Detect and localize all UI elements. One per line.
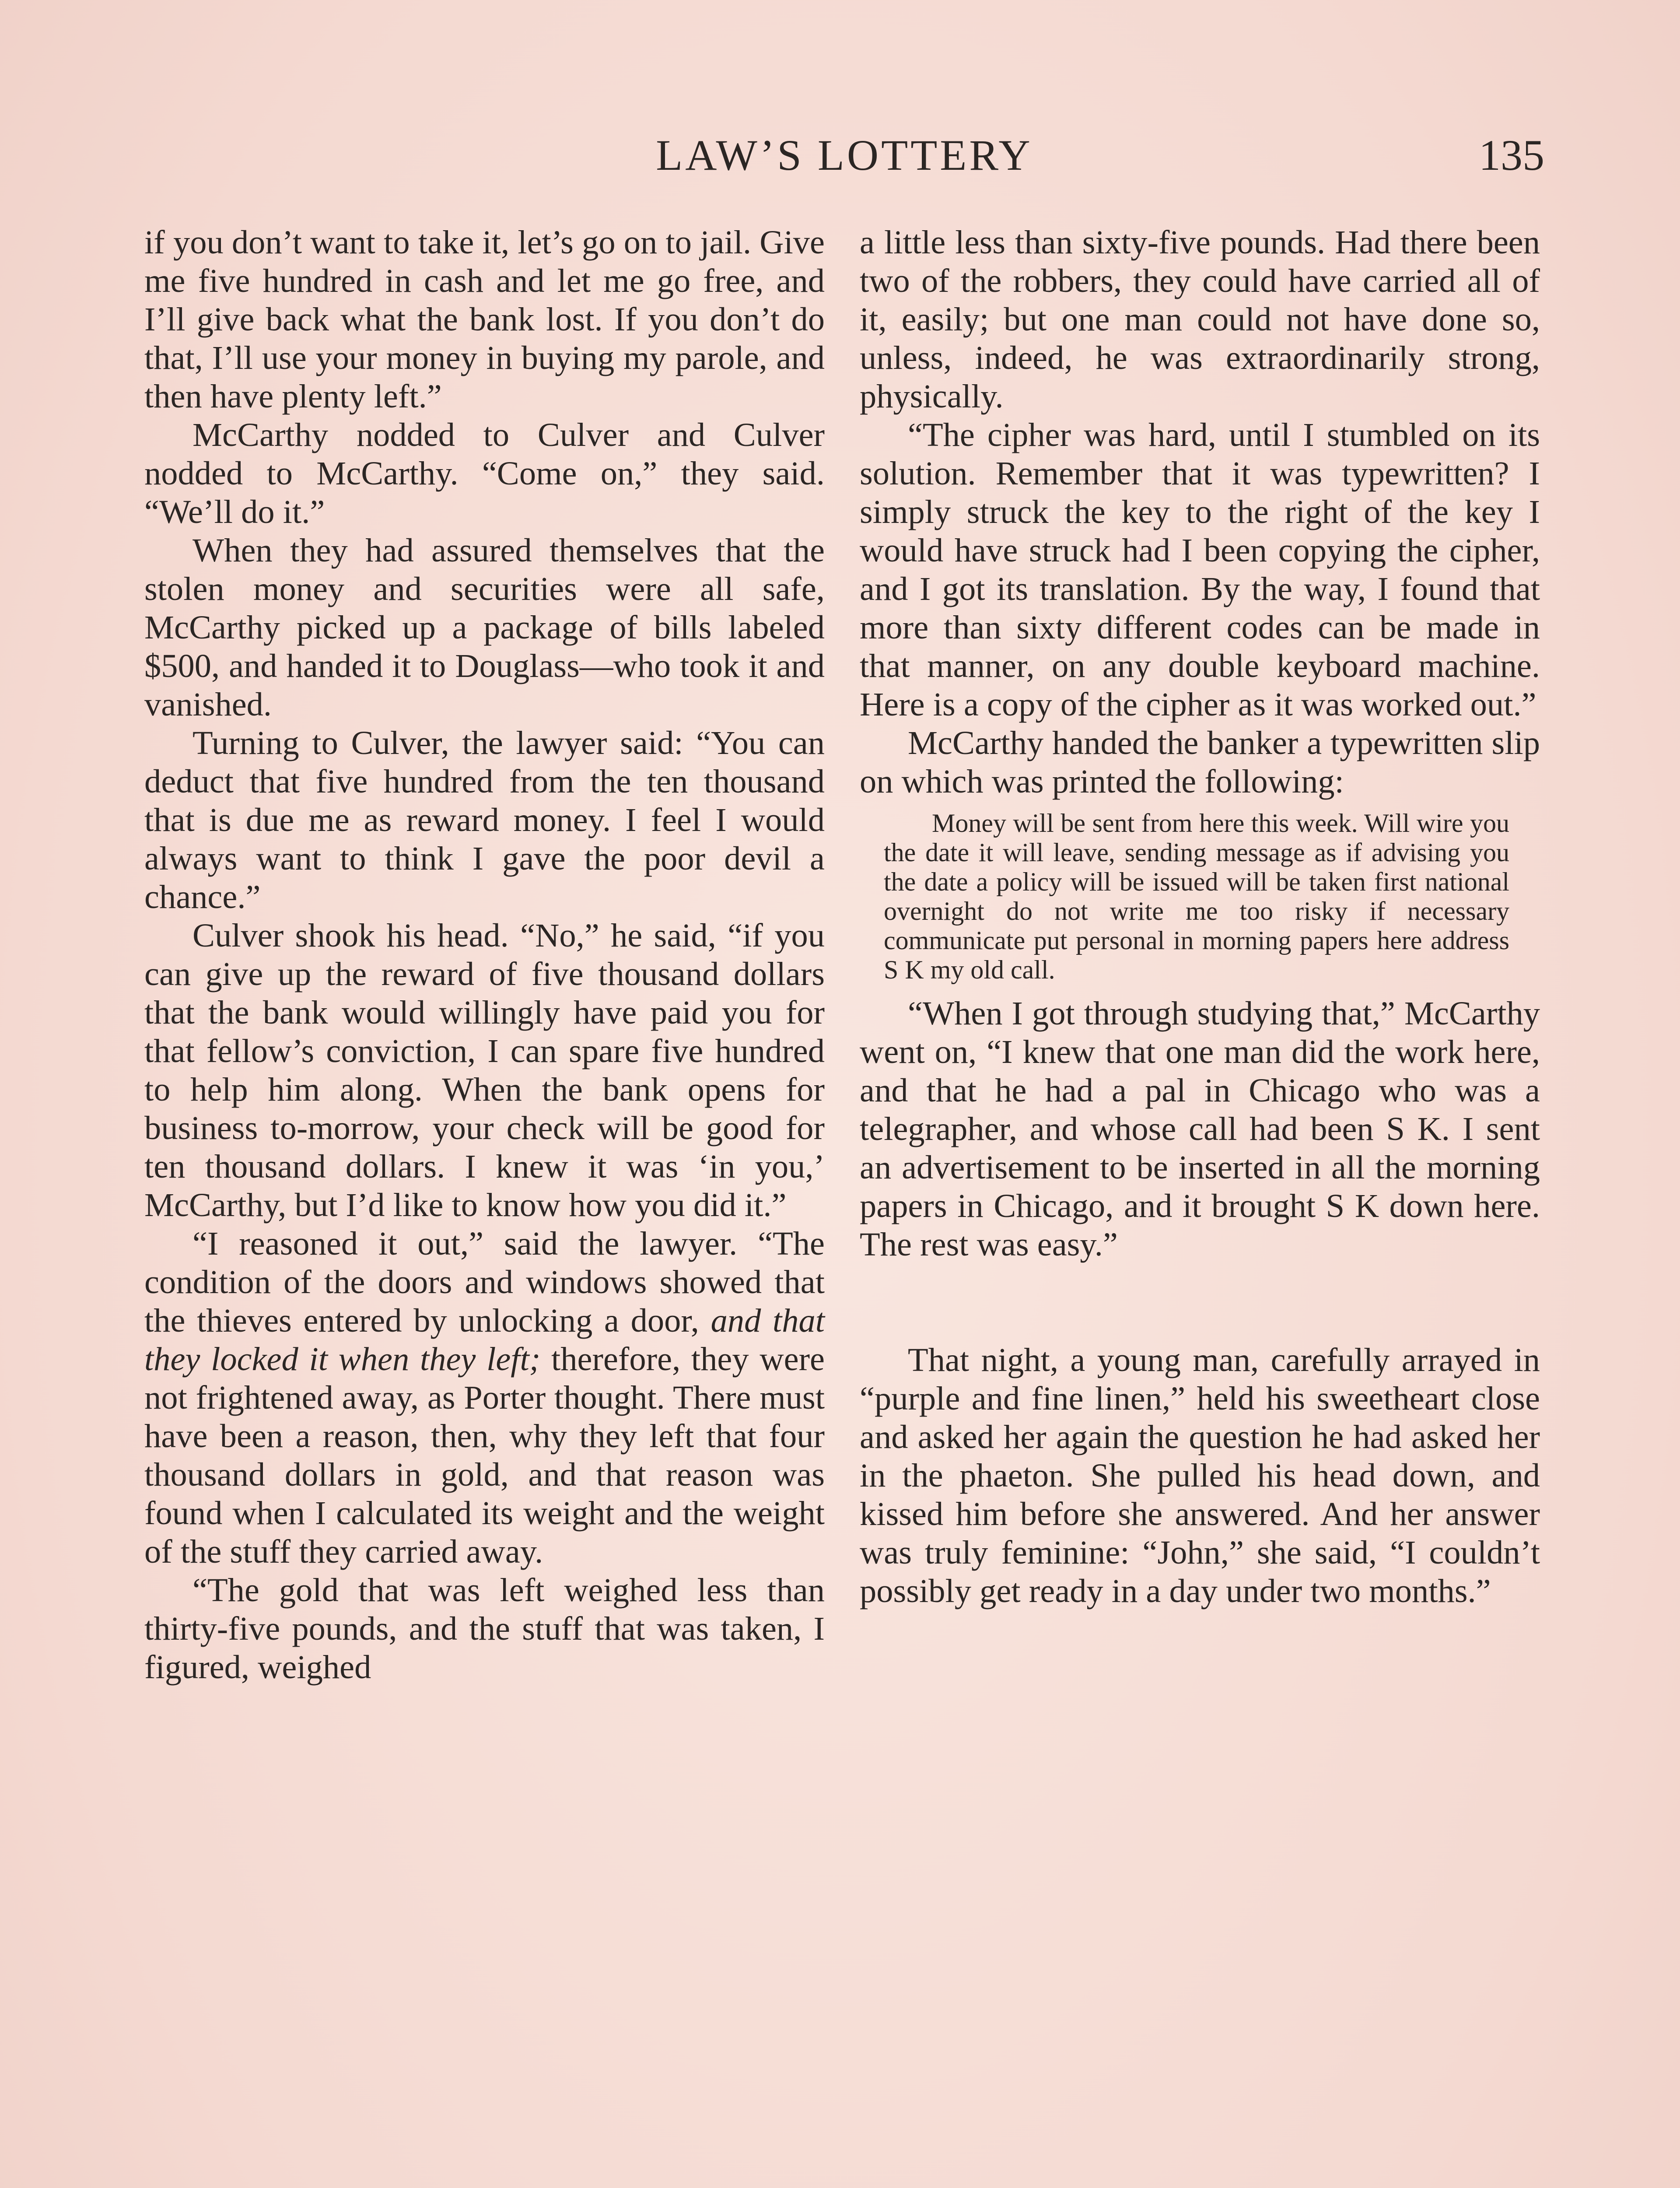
paragraph: Culver shook his head. “No,” he said, “if you can give up the reward of five thousand dollars that the bank would willingly have paid you for that fellow’s conviction, I can spare five hundred to help him along. When the bank opens for business to-morrow, your check will be good for ten thousand dollars. I knew it was ‘in you,’ McCarthy, but I’d like to know how you did it.” [144,917,825,1224]
left-column [144,223,825,1687]
paragraph: “When I got through studying that,” McCarthy went on, “I knew that one man did the work here, and that he had a pal in Chicago who was a telegrapher, and whose call had been S K. I sent an advertisement to be inserted in all the morning papers in Chicago, and it brought S K down here. The rest was easy.” [860,995,1540,1263]
paragraph: “The cipher was hard, until I stumbled on its solution. Remember that it was typewritten? I simply struck the key to the right of the key I would have struck had I been copying the cipher, and I got its translation. By the way, I found that more than sixty different codes can be made in that manner, on any double keyboard machine. Here is a copy of the cipher as it was worked out.” [860,416,1540,723]
paragraph-text: therefore, they were not frightened away, as Porter thought. There must have been a reason, then, why they left that four thousand dollars in gold, and that reason was found when I calculated its weight and the weight of the stuff they carried away. [144,1340,825,1570]
paragraph: “The gold that was left weighed less than thirty-five pounds, and the stuff that was taken, I figured, weighed [144,1571,825,1686]
running-title: LAW’S LOTTERY [656,131,1033,179]
paragraph: When they had assured themselves that the stolen money and securities were all safe, McCarthy picked up a package of bills labeled $500, and handed it to Douglass—who took it and vanished. [144,532,825,723]
paragraph [144,1224,825,1571]
paragraph: McCarthy handed the banker a typewritten slip on which was printed the following: [860,724,1540,800]
right-column [860,223,1540,1610]
paragraph: Turning to Culver, the lawyer said: “You can deduct that five hundred from the ten thousand that is due me as reward money. I feel I would always want to think I gave the poor devil a chance.” [144,724,825,915]
cipher-text: Money will be sent from here this week. Will wire you the date it will leave, sending message as if advising you the date a policy will be issued will be taken first national overnight do not write me too risky if necessary communicate put personal in morning papers here address S K my old call. [884,809,1509,984]
paragraph: a little less than sixty-five pounds. Had there been two of the robbers, they could have carried all of it, easily; but one man could not have done so, unless, indeed, he was extraordinarily strong, physically. [860,224,1540,415]
paragraph: McCarthy nodded to Culver and Culver nodded to McCarthy. “Come on,” they said. “We’ll do it.” [144,416,825,530]
paragraph: That night, a young man, carefully arrayed in “purple and fine linen,” held his sweetheart close and asked her again the question he had asked her in the phaeton. She pulled his head down, and kissed him before she answered. And her answer was truly feminine: “John,” she said, “I couldn’t possibly get ready in a day under two months.” [860,1341,1540,1609]
paragraph: if you don’t want to take it, let’s go on to jail. Give me five hundred in cash and let me go free, and I’ll give back what the bank lost. If you don’t do that, I’ll use your money in buying my parole, and then have plenty left.” [144,224,825,415]
page-number: 135 [1479,131,1544,179]
emphasis-text: and that they locked it when they left; [144,1302,825,1378]
paragraph-text: “I reasoned it out,” said the lawyer. “The condition of the doors and windows showed that the thieves entered by unlocking a door, [144,1225,825,1339]
running-head [144,127,1544,184]
